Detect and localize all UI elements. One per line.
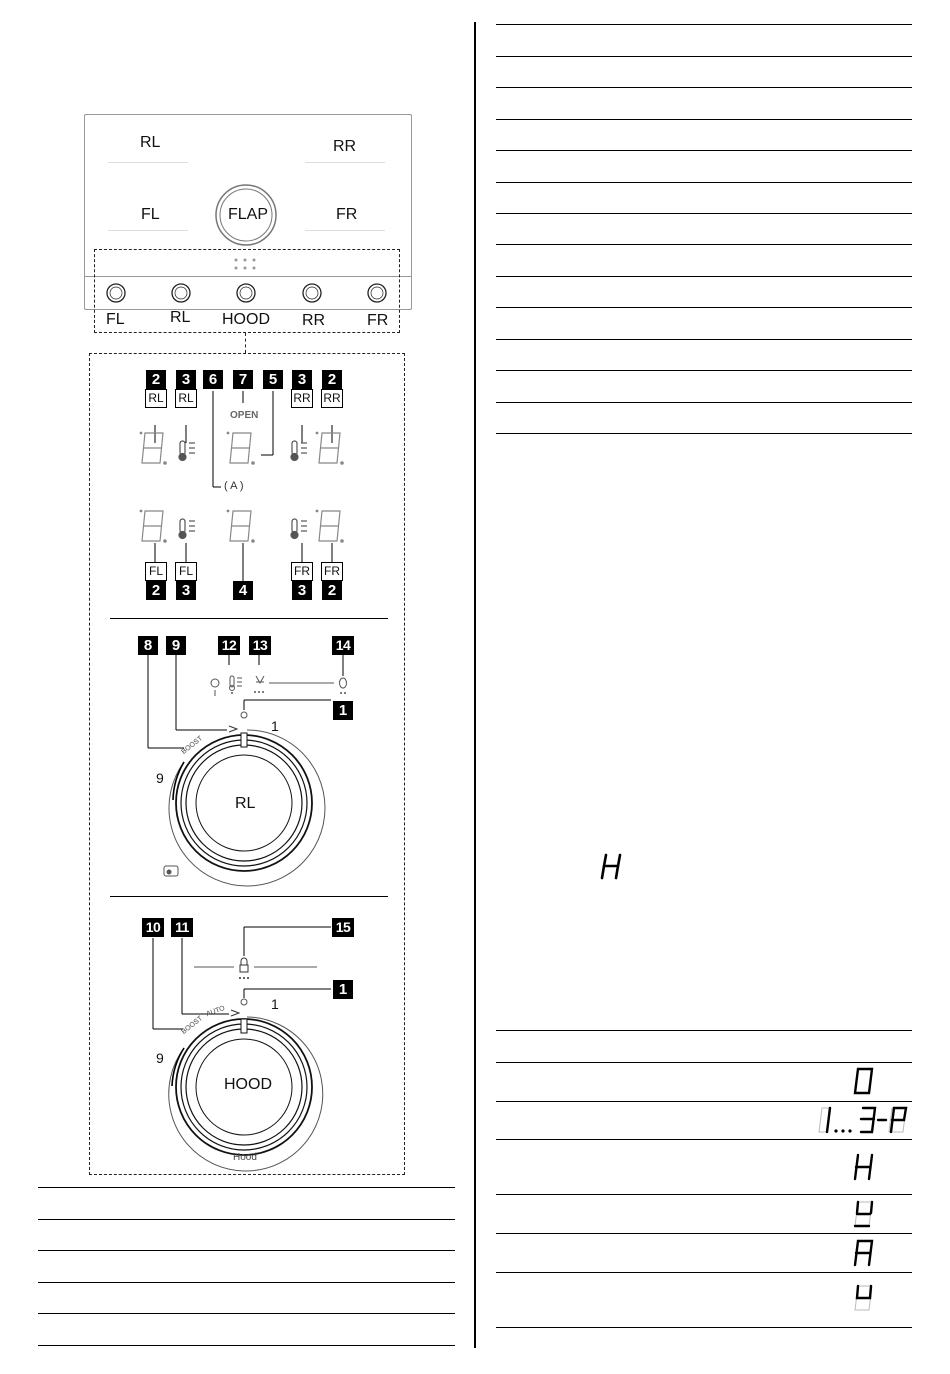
knob-label-rl: RL — [170, 309, 191, 326]
zone-box-rl-1: RL — [145, 389, 167, 408]
rl-dial-max-label: 9 — [156, 770, 164, 786]
callout-2-fr: 2 — [322, 581, 342, 600]
mid-h-display-symbol — [598, 852, 628, 882]
hood-dial-graphics — [89, 898, 404, 1173]
flap-label: FLAP — [228, 206, 269, 223]
hood-dial-max-label: 9 — [156, 1050, 164, 1066]
panel-divider-1 — [110, 618, 388, 619]
zone-box-rr-1: RR — [291, 389, 313, 408]
symbol-a — [850, 1238, 878, 1268]
zone-box-rr-2: RR — [321, 389, 343, 408]
callout-12: 12 — [218, 636, 240, 655]
callout-10: 10 — [142, 918, 164, 937]
callout-3-rr: 3 — [292, 370, 312, 389]
knob-label-rr: RR — [302, 312, 326, 329]
hood-dial-min-label: 1 — [271, 996, 279, 1012]
symbol-level-range — [816, 1105, 912, 1135]
symbol-zero — [850, 1066, 878, 1096]
knob-label-hood: HOOD — [222, 311, 270, 328]
callout-7: 7 — [233, 370, 253, 389]
zone-box-fl-1: FL — [145, 562, 167, 581]
panel-divider-2 — [110, 896, 388, 897]
callout-4: 4 — [233, 581, 253, 600]
zone-box-fl-2: FL — [175, 562, 197, 581]
rl-dial-graphics — [89, 620, 404, 896]
display-graphics — [89, 353, 404, 613]
hood-dial-arc-label: Hood — [233, 1152, 257, 1163]
callout-13: 13 — [249, 636, 271, 655]
knob-label-fr: FR — [367, 312, 389, 329]
rl-dial-min-label: 1 — [271, 718, 279, 734]
symbol-u — [850, 1283, 878, 1313]
callout-6: 6 — [203, 370, 223, 389]
symbol-dash — [850, 1199, 878, 1229]
callout-5: 5 — [263, 370, 283, 389]
zone-label-rr: RR — [333, 138, 357, 155]
callout-14: 14 — [332, 636, 354, 655]
callout-2-fl: 2 — [146, 581, 166, 600]
callout-3-fr: 3 — [292, 581, 312, 600]
callout-9: 9 — [166, 636, 186, 655]
knob-label-fl: FL — [106, 311, 125, 328]
callout-8: 8 — [138, 636, 158, 655]
open-label: OPEN — [230, 410, 259, 421]
callout-1-hood: 1 — [333, 980, 353, 999]
zone-box-rl-2: RL — [175, 389, 197, 408]
rl-dial-boost-label: BOOST — [180, 735, 205, 756]
zone-box-fr-1: FR — [291, 562, 313, 581]
knob-row — [84, 278, 411, 310]
hood-dial-boost-label: BOOST — [180, 1015, 205, 1036]
callout-3-fl: 3 — [176, 581, 196, 600]
column-divider — [474, 22, 476, 1348]
callout-11: 11 — [171, 918, 193, 937]
symbol-h — [850, 1152, 878, 1182]
hood-dial-center-label: HOOD — [224, 1076, 272, 1093]
rl-dial-center-label: RL — [235, 795, 256, 812]
callout-2-rl: 2 — [146, 370, 166, 389]
hood-dial-auto-label: AUTO — [205, 1004, 226, 1019]
zone-box-fr-2: FR — [321, 562, 343, 581]
zone-label-rl: RL — [140, 134, 161, 151]
auto-a-label: ( A ) — [224, 480, 244, 492]
callout-15: 15 — [332, 918, 354, 937]
center-dots — [230, 256, 260, 274]
zone-label-fl: FL — [141, 206, 160, 223]
callout-3-rl: 3 — [176, 370, 196, 389]
callout-2-rr: 2 — [322, 370, 342, 389]
callout-1-rl: 1 — [333, 701, 353, 720]
zone-label-fr: FR — [336, 206, 358, 223]
